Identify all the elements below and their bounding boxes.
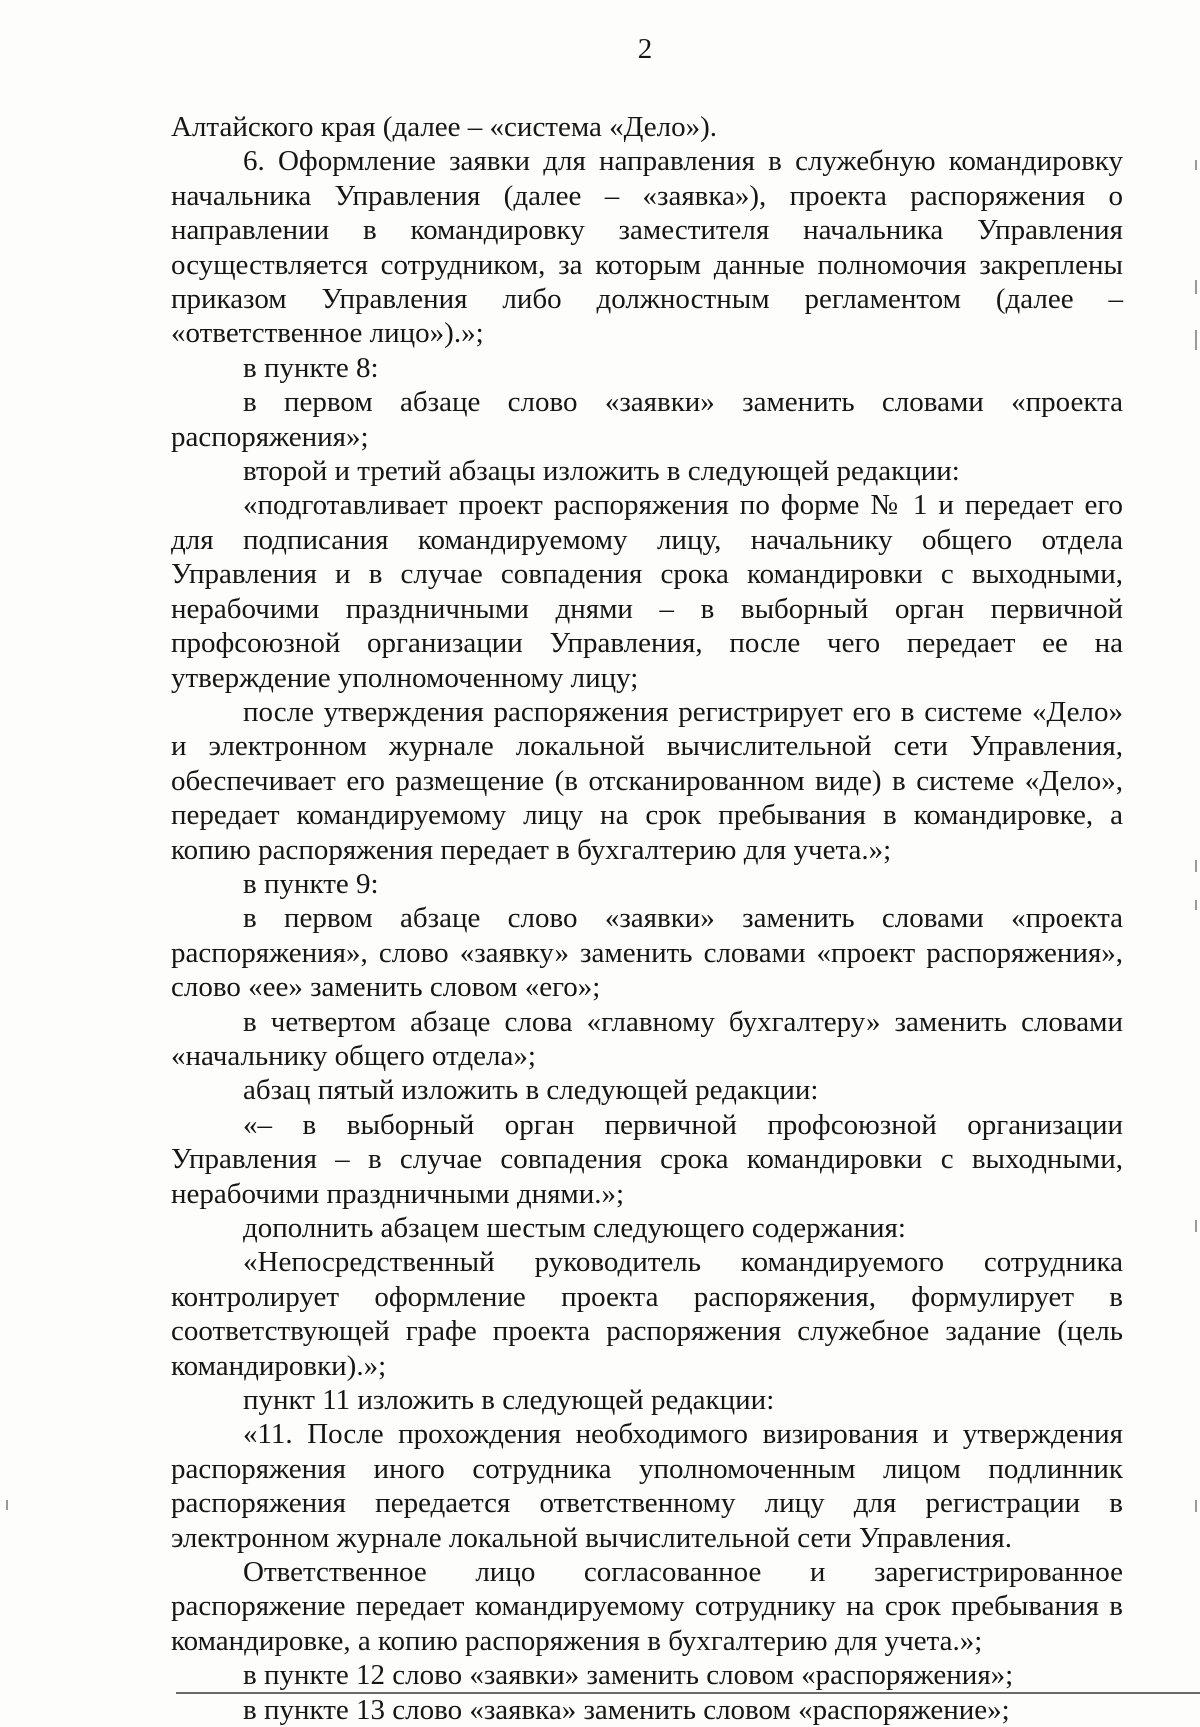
document-body: [171, 110, 1123, 1727]
paragraph: в первом абзаце слово «заявки» заменить словами «проекта распоряжения»;: [171, 386, 1123, 453]
paragraph-continuation: Алтайского края (далее – «система «Дело»).: [171, 111, 718, 143]
paragraph-point-12: в пункте 12 слово «заявки» заменить словом «распоряжения»;: [243, 1659, 1014, 1692]
page-number: 2: [637, 33, 653, 65]
paragraph: в первом абзаце слово «заявки» заменить словами «проекта распоряжения», слово «заявку» заменить словами «проект распоряжения», слово «ее» заменить словом «его»;: [171, 902, 1123, 1004]
scan-mark: [1195, 330, 1197, 350]
paragraph: абзац пятый изложить в следующей редакции:: [243, 1074, 819, 1107]
paragraph: «Непосредственный руководитель командируемого сотрудника контролирует оформление проекта распоряжения, формулирует в соответствующей графе проекта распоряжения служебное задание (цель командировки).»;: [171, 1246, 1123, 1382]
paragraph: дополнить абзацем шестым следующего содержания:: [243, 1212, 906, 1244]
bottom-rule: [176, 1692, 1200, 1694]
paragraph: в четвертом абзаце слова «главному бухгалтеру» заменить словами «начальнику общего отдела»;: [171, 1005, 1123, 1072]
scan-mark: [6, 1500, 8, 1510]
paragraph: «– в выборный орган первичной профсоюзной организации Управления – в случае совпадения срока командировки с выходными, нерабочими праздничными днями.»;: [171, 1108, 1123, 1210]
paragraph: Ответственное лицо согласованное и зарегистрированное распоряжение передает командируемому сотруднику на срок пребывания в командировке, а копию распоряжения в бухгалтерию для учета.»;: [171, 1556, 1123, 1657]
paragraph-point-11: пункт 11 изложить в следующей редакции:: [243, 1384, 775, 1417]
scan-mark: [1195, 860, 1197, 872]
scan-mark: [1195, 1500, 1197, 1512]
scan-mark: [1195, 900, 1197, 910]
paragraph-point-8: в пункте 8:: [243, 351, 379, 384]
paragraph-point-13: в пункте 13 слово «заявка» заменить словом «распоряжение»;: [243, 1693, 1010, 1726]
paragraph: после утверждения распоряжения регистрирует его в системе «Дело» и электронном журнале локальной вычислительной сети Управления, обеспечивает его размещение (в отсканированном виде) в системе «Дело», передает командируемому лицу на срок пребывания в командировке, а копию распоряжения передает в бухгалтерию для учета.»;: [171, 695, 1123, 866]
paragraph-point-9: в пункте 9:: [243, 867, 379, 900]
paragraph: «подготавливает проект распоряжения по форме № 1 и передает его для подписания командируемому лицу, начальнику общего отдела Управления и в случае совпадения срока командировки с выходными, нерабочими праздничными днями – в выборный орган первичной профсоюзной организации Управления, после чего передает ее на утверждение уполномоченному лицу;: [171, 489, 1123, 694]
paragraph: второй и третий абзацы изложить в следующей редакции:: [243, 455, 960, 488]
scan-mark: [1195, 160, 1197, 170]
paragraph-item-6: 6. Оформление заявки для направления в служебную командировку начальника Управления (далее – «заявка»), проекта распоряжения о направлении в командировку заместителя начальника Управления осуществляется сотрудником, за которым данные полномочия закреплены приказом Управления либо должностным регламентом (далее – «ответственное лицо»).»;: [171, 145, 1123, 350]
paragraph: «11. После прохождения необходимого визирования и утверждения распоряжения иного сотрудника уполномоченным лицом подлинник распоряжения передается ответственному лицу для регистрации в электронном журнале локальной вычислительной сети Управления.: [171, 1418, 1123, 1554]
scan-mark: [1195, 280, 1197, 294]
scan-mark: [1195, 1220, 1197, 1232]
